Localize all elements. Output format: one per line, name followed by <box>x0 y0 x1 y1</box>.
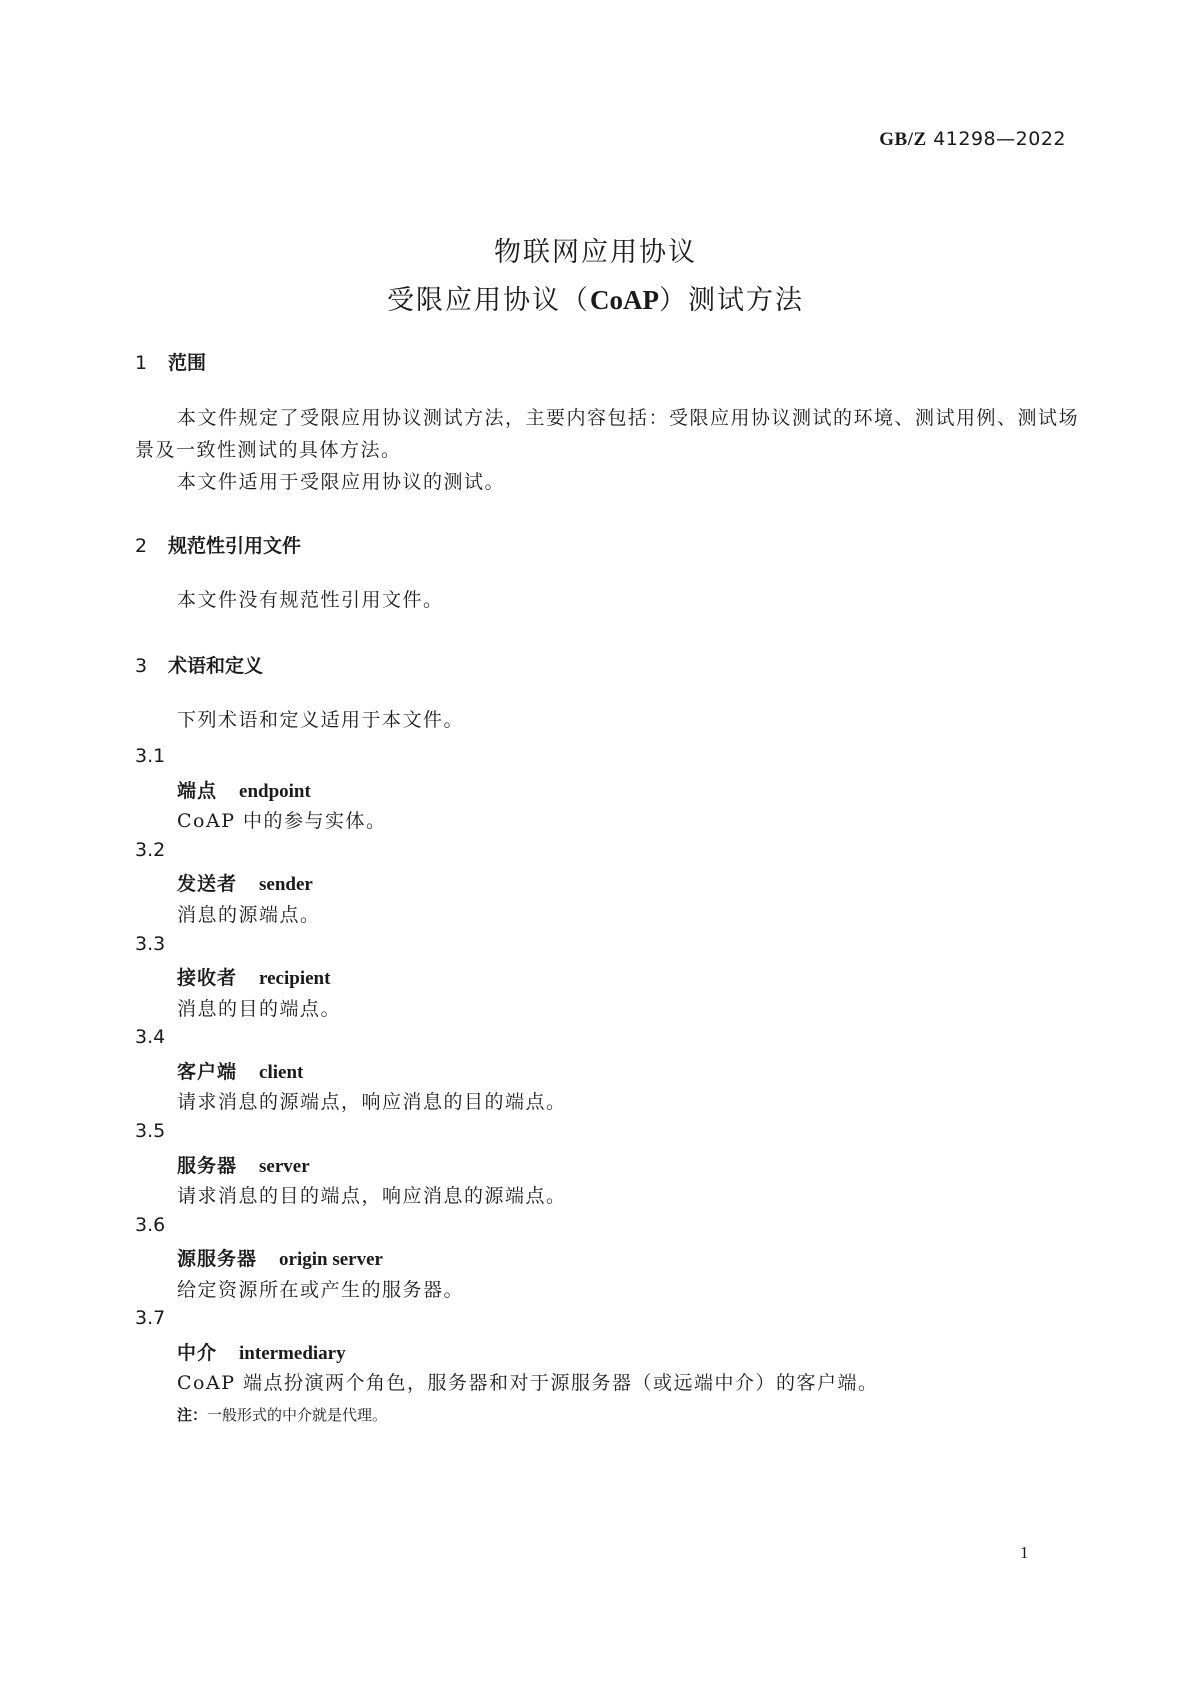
title-latin: CoAP <box>590 285 659 315</box>
term-zh: 接收者 <box>177 967 238 989</box>
standard-number: 41298—2022 <box>933 128 1066 150</box>
term-number: 3.5 <box>135 1120 166 1142</box>
page-number: 1 <box>1020 1543 1029 1562</box>
paragraph: 本文件没有规范性引用文件。 <box>177 589 444 611</box>
document-number <box>800 128 1066 151</box>
term-en: client <box>259 1062 304 1083</box>
term-en: origin server <box>279 1249 383 1270</box>
term-entry <box>177 1057 303 1084</box>
term-definition: 消息的目的端点。 <box>177 998 342 1020</box>
term-zh: 客户端 <box>177 1061 238 1083</box>
term-number: 3.3 <box>135 933 166 955</box>
section-heading-terms-definitions <box>135 651 263 678</box>
term-entry <box>177 963 330 990</box>
section-heading-normative-references <box>135 531 301 558</box>
section-title: 规范性引用文件 <box>168 535 302 557</box>
term-en: endpoint <box>239 781 311 802</box>
note-label: 注： <box>177 1406 208 1424</box>
term-en: server <box>259 1156 310 1177</box>
term-entry <box>177 776 311 803</box>
section-number: 2 <box>135 535 148 557</box>
term-zh: 中介 <box>177 1342 218 1364</box>
term-number: 3.7 <box>135 1307 166 1329</box>
document-title-line2 <box>0 278 1191 317</box>
term-zh: 发送者 <box>177 873 238 895</box>
section-title: 范围 <box>168 352 207 374</box>
term-definition: 消息的源端点。 <box>177 904 321 926</box>
note <box>177 1404 387 1425</box>
paragraph: 下列术语和定义适用于本文件。 <box>177 709 465 731</box>
paragraph: 本文件适用于受限应用协议的测试。 <box>177 471 506 493</box>
section-number: 3 <box>135 655 148 677</box>
term-definition: 请求消息的源端点，响应消息的目的端点。 <box>177 1091 567 1113</box>
term-entry <box>177 869 313 896</box>
term-number: 3.1 <box>135 745 166 767</box>
term-definition: CoAP 中的参与实体。 <box>177 810 387 832</box>
paragraph-line: 本文件规定了受限应用协议测试方法，主要内容包括：受限应用协议测试的环境、测试用例、测试场 <box>177 407 1080 429</box>
document-title-line1: 物联网应用协议 <box>494 237 697 268</box>
standard-prefix: GB/Z <box>879 129 927 150</box>
term-entry <box>177 1338 346 1365</box>
term-definition: CoAP 端点扮演两个角色，服务器和对于源服务器（或远端中介）的客户端。 <box>177 1372 879 1394</box>
term-number: 3.6 <box>135 1214 166 1236</box>
term-zh: 服务器 <box>177 1155 238 1177</box>
term-en: intermediary <box>239 1343 346 1364</box>
title-part: 受限应用协议（ <box>387 285 590 316</box>
term-en: recipient <box>259 968 331 989</box>
section-heading-scope <box>135 348 206 375</box>
term-entry <box>177 1244 383 1271</box>
term-entry <box>177 1151 310 1178</box>
note-text: 一般形式的中介就是代理。 <box>207 1406 388 1424</box>
term-number: 3.2 <box>135 839 166 861</box>
paragraph-line: 景及一致性测试的具体方法。 <box>135 439 402 461</box>
term-zh: 端点 <box>177 780 218 802</box>
term-zh: 源服务器 <box>177 1248 258 1270</box>
term-definition: 给定资源所在或产生的服务器。 <box>177 1279 465 1301</box>
title-part: ）测试方法 <box>659 285 804 316</box>
term-number: 3.4 <box>135 1026 166 1048</box>
section-title: 术语和定义 <box>168 655 264 677</box>
term-en: sender <box>259 874 313 895</box>
term-definition: 请求消息的目的端点，响应消息的源端点。 <box>177 1185 567 1207</box>
section-number: 1 <box>135 352 148 374</box>
